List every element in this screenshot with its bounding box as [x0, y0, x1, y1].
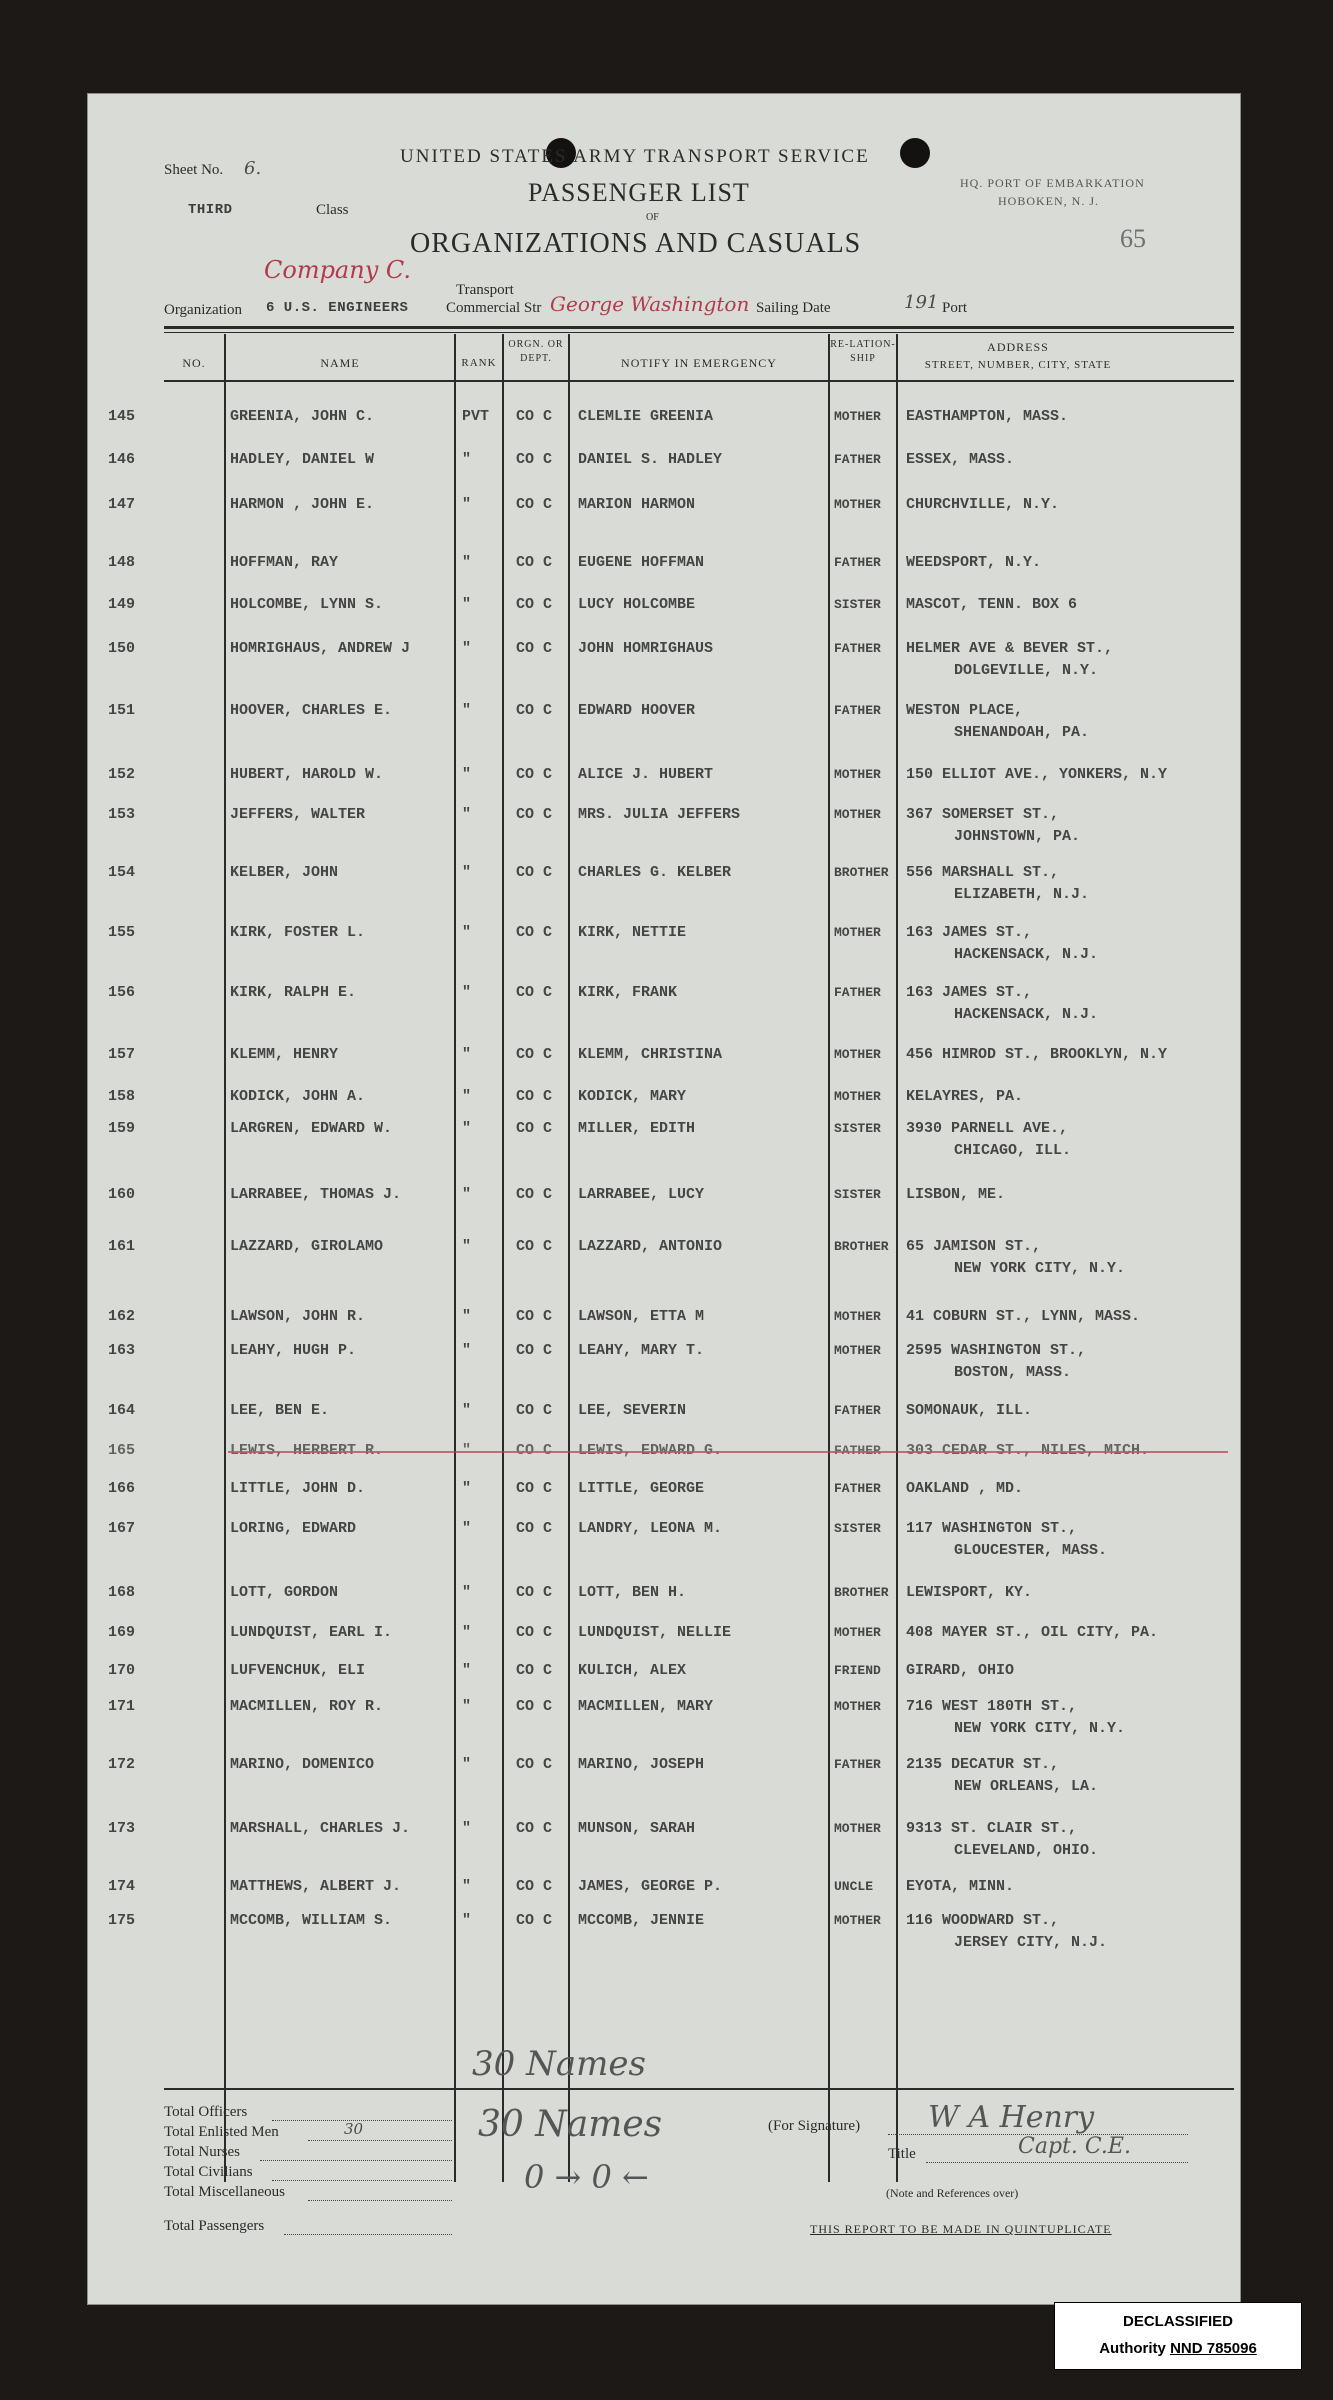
cell-no: 158 [108, 1088, 136, 1105]
column-divider [224, 334, 226, 2182]
cell-name: JEFFERS, WALTER [230, 806, 366, 823]
cell-rank: " [462, 1520, 472, 1537]
total-misc-label: Total Miscellaneous [164, 2184, 286, 2200]
cell-rel: FATHER [834, 1757, 881, 1772]
cell-no: 160 [108, 1186, 136, 1203]
cell-no: 167 [108, 1520, 136, 1537]
cell-name: LOTT, GORDON [230, 1584, 339, 1601]
cell-name: MATTHEWS, ALBERT J. [230, 1878, 402, 1895]
cell-org: CO C [516, 984, 553, 1001]
cell-notify: DANIEL S. HADLEY [578, 451, 723, 468]
total-nurses-label: Total Nurses [164, 2144, 241, 2160]
cell-rank: PVT [462, 408, 490, 425]
cell-addr: OAKLAND , MD. [906, 1480, 1024, 1497]
document-subtitle: ORGANIZATIONS AND CASUALS [410, 228, 862, 259]
cell-no: 161 [108, 1238, 136, 1255]
column-header-address-detail: STREET, NUMBER, CITY, STATE [924, 359, 1112, 371]
cell-rel: SISTER [834, 597, 881, 612]
cell-addr: MASCOT, TENN. BOX 6 [906, 596, 1078, 613]
cell-rel: MOTHER [834, 497, 881, 512]
header-rule [164, 332, 1234, 333]
cell-rel: BROTHER [834, 865, 889, 880]
column-header-org: ORGN. OR DEPT. [508, 339, 564, 364]
cell-rank: " [462, 984, 472, 1001]
cell-rank: " [462, 1186, 472, 1203]
transport-label: Transport [456, 282, 514, 298]
passenger-list-sheet [88, 94, 1240, 2304]
cell-org: CO C [516, 1186, 553, 1203]
sheet-no-value: 6. [244, 158, 262, 179]
cell-no: 175 [108, 1912, 136, 1929]
quintuplicate-note: THIS REPORT TO BE MADE IN QUINTUPLICATE [810, 2222, 1112, 2236]
cell-addr-line-2: NEW YORK CITY, N.Y. [954, 1720, 1126, 1737]
cell-rel: FRIEND [834, 1663, 881, 1678]
column-header-rank: RANK [461, 357, 497, 369]
cell-rank: " [462, 1584, 472, 1601]
cell-no: 173 [108, 1820, 136, 1837]
cell-notify: CHARLES G. KELBER [578, 864, 732, 881]
cell-addr: 9313 ST. CLAIR ST., [906, 1820, 1078, 1837]
cell-org: CO C [516, 1120, 553, 1137]
cell-rank: " [462, 1624, 472, 1641]
of-label: OF [646, 212, 659, 223]
cell-no: 147 [108, 496, 136, 513]
cell-notify: ALICE J. HUBERT [578, 766, 714, 783]
cell-no: 152 [108, 766, 136, 783]
cell-name: LAZZARD, GIROLAMO [230, 1238, 384, 1255]
cell-rank: " [462, 596, 472, 613]
cell-org: CO C [516, 1342, 553, 1359]
cell-notify: LITTLE, GEORGE [578, 1480, 705, 1497]
cell-no: 164 [108, 1402, 136, 1419]
total-passengers-label: Total Passengers [164, 2218, 265, 2234]
cell-no: 148 [108, 554, 136, 571]
cell-no: 146 [108, 451, 136, 468]
page-number: 65 [1120, 224, 1146, 253]
cell-name: GREENIA, JOHN C. [230, 408, 375, 425]
cell-org: CO C [516, 1308, 553, 1325]
cell-name: MARINO, DOMENICO [230, 1756, 375, 1773]
cell-rank: " [462, 1912, 472, 1929]
cell-no: 155 [108, 924, 136, 941]
punch-hole [900, 138, 930, 168]
cell-org: CO C [516, 451, 553, 468]
cell-name: LITTLE, JOHN D. [230, 1480, 366, 1497]
cell-rel: BROTHER [834, 1585, 889, 1600]
cell-no: 150 [108, 640, 136, 657]
cell-rel: FATHER [834, 641, 881, 656]
fill-line [260, 2160, 452, 2161]
cell-addr-line-2: SHENANDOAH, PA. [954, 724, 1090, 741]
cell-org: CO C [516, 806, 553, 823]
cell-notify: LAWSON, ETTA M [578, 1308, 705, 1325]
signature-label: (For Signature) [768, 2118, 861, 2134]
cell-rank: " [462, 640, 472, 657]
cell-addr: 3930 PARNELL AVE., [906, 1120, 1069, 1137]
cell-addr-line-2: CHICAGO, ILL. [954, 1142, 1072, 1159]
cell-addr: 2595 WASHINGTON ST., [906, 1342, 1087, 1359]
cell-addr: KELAYRES, PA. [906, 1088, 1024, 1105]
cell-addr: HELMER AVE & BEVER ST., [906, 640, 1114, 657]
ship-name: George Washington [550, 292, 750, 316]
cell-addr: 150 ELLIOT AVE., YONKERS, N.Y [906, 766, 1168, 783]
cell-no: 151 [108, 702, 136, 719]
cell-rel: FATHER [834, 1481, 881, 1496]
commercial-label: Commercial Str [446, 300, 542, 316]
cell-no: 172 [108, 1756, 136, 1773]
cell-name: LUNDQUIST, EARL I. [230, 1624, 393, 1641]
stamp-authority [1055, 2340, 1301, 2357]
cell-notify: EDWARD HOOVER [578, 702, 696, 719]
cell-rank: " [462, 864, 472, 881]
cell-rel: MOTHER [834, 1343, 881, 1358]
cell-addr-line-2: HACKENSACK, N.J. [954, 946, 1099, 963]
stamp-code: NND 785096 [1170, 2340, 1257, 2357]
cell-notify: LEE, SEVERIN [578, 1402, 687, 1419]
cell-org: CO C [516, 1820, 553, 1837]
column-header-rule [164, 380, 1234, 382]
cell-addr: 556 MARSHALL ST., [906, 864, 1060, 881]
sailing-date-value: 191 [904, 292, 939, 313]
cell-org: CO C [516, 766, 553, 783]
cell-notify: LAZZARD, ANTONIO [578, 1238, 723, 1255]
cell-addr: 163 JAMES ST., [906, 984, 1033, 1001]
cell-rank: " [462, 1088, 472, 1105]
header-rule [164, 326, 1234, 329]
column-divider [454, 334, 456, 2182]
sailing-date-label: Sailing Date [756, 300, 831, 316]
cell-notify: KODICK, MARY [578, 1088, 687, 1105]
cell-org: CO C [516, 408, 553, 425]
cell-addr: EASTHAMPTON, MASS. [906, 408, 1069, 425]
cell-addr: 163 JAMES ST., [906, 924, 1033, 941]
cell-name: KODICK, JOHN A. [230, 1088, 366, 1105]
names-note: 30 Names [472, 2044, 646, 2084]
fill-line [284, 2234, 452, 2235]
cell-rank: " [462, 766, 472, 783]
cell-rank: " [462, 1756, 472, 1773]
cell-name: LEE, BEN E. [230, 1402, 330, 1419]
cell-notify: LOTT, BEN H. [578, 1584, 687, 1601]
cell-name: LORING, EDWARD [230, 1520, 357, 1537]
total-officers-label: Total Officers [164, 2104, 248, 2120]
cell-addr: SOMONAUK, ILL. [906, 1402, 1033, 1419]
cell-name: MCCOMB, WILLIAM S. [230, 1912, 393, 1929]
cell-rank: " [462, 1662, 472, 1679]
cell-notify: JAMES, GEORGE P. [578, 1878, 723, 1895]
cell-no: 157 [108, 1046, 136, 1063]
cell-org: CO C [516, 640, 553, 657]
cell-rel: MOTHER [834, 1089, 881, 1104]
cell-org: CO C [516, 864, 553, 881]
note-references: (Note and References over) [886, 2186, 1019, 2200]
cell-rel: MOTHER [834, 807, 881, 822]
hq-line-2: HOBOKEN, N. J. [998, 194, 1099, 208]
column-divider [828, 334, 830, 2182]
cell-no: 162 [108, 1308, 136, 1325]
cell-addr: LEWISPORT, KY. [906, 1584, 1033, 1601]
cell-addr: WESTON PLACE, [906, 702, 1024, 719]
cell-addr: 41 COBURN ST., LYNN, MASS. [906, 1308, 1141, 1325]
cell-rel: FATHER [834, 985, 881, 1000]
cell-addr: EYOTA, MINN. [906, 1878, 1015, 1895]
column-header-notify: NOTIFY IN EMERGENCY [621, 356, 777, 370]
cell-name: HOMRIGHAUS, ANDREW J [230, 640, 411, 657]
column-header-no: NO. [182, 356, 206, 370]
cell-org: CO C [516, 496, 553, 513]
cell-name: KLEMM, HENRY [230, 1046, 339, 1063]
cell-rank: " [462, 1698, 472, 1715]
cell-org: CO C [516, 1912, 553, 1929]
cell-rank: " [462, 1120, 472, 1137]
stamp-line-1: DECLASSIFIED [1122, 2313, 1233, 2330]
cell-addr: WEEDSPORT, N.Y. [906, 554, 1042, 571]
cell-addr: LISBON, ME. [906, 1186, 1006, 1203]
cell-notify: LEAHY, MARY T. [578, 1342, 705, 1359]
cell-addr-line-2: DOLGEVILLE, N.Y. [954, 662, 1099, 679]
cell-rel: MOTHER [834, 1913, 881, 1928]
cell-no: 169 [108, 1624, 136, 1641]
cell-rel: FATHER [834, 1403, 881, 1418]
fill-line [272, 2180, 452, 2181]
cell-notify: MACMILLEN, MARY [578, 1698, 714, 1715]
cell-rel: SISTER [834, 1121, 881, 1136]
cell-addr: GIRARD, OHIO [906, 1662, 1015, 1679]
cell-name: LAWSON, JOHN R. [230, 1308, 366, 1325]
organization-label: Organization [164, 302, 243, 318]
fill-line [308, 2140, 452, 2141]
cell-org: CO C [516, 702, 553, 719]
cell-addr: 408 MAYER ST., OIL CITY, PA. [906, 1624, 1159, 1641]
cell-no: 149 [108, 596, 136, 613]
cell-rel: MOTHER [834, 767, 881, 782]
cell-name: HUBERT, HAROLD W. [230, 766, 384, 783]
cell-addr: CHURCHVILLE, N.Y. [906, 496, 1060, 513]
total-enlisted-value: 30 [344, 2120, 364, 2138]
cell-rank: " [462, 1878, 472, 1895]
class-value: THIRD [188, 202, 233, 218]
cell-org: CO C [516, 1402, 553, 1419]
cell-org: CO C [516, 1088, 553, 1105]
agency-title: UNITED STATES ARMY TRANSPORT SERVICE [400, 146, 870, 167]
cell-rel: MOTHER [834, 1047, 881, 1062]
document-title: PASSENGER LIST [528, 178, 750, 207]
company-note: Company C. [264, 256, 412, 284]
cell-no: 171 [108, 1698, 136, 1715]
cell-notify: MILLER, EDITH [578, 1120, 696, 1137]
cell-rel: MOTHER [834, 1625, 881, 1640]
cell-addr-line-2: GLOUCESTER, MASS. [954, 1542, 1108, 1559]
cell-org: CO C [516, 1520, 553, 1537]
cell-org: CO C [516, 1584, 553, 1601]
cell-name: HOLCOMBE, LYNN S. [230, 596, 384, 613]
cell-name: HOOVER, CHARLES E. [230, 702, 393, 719]
cell-rank: " [462, 1342, 472, 1359]
cell-notify: KIRK, FRANK [578, 984, 678, 1001]
cell-org: CO C [516, 1238, 553, 1255]
cell-notify: MCCOMB, JENNIE [578, 1912, 705, 1929]
cell-rank: " [462, 1480, 472, 1497]
signature: W A Henry [928, 2100, 1095, 2135]
column-header-relationship: RE-LATION-SHIP [830, 339, 896, 364]
cell-notify: KULICH, ALEX [578, 1662, 687, 1679]
cell-addr: ESSEX, MASS. [906, 451, 1015, 468]
cell-notify: LUNDQUIST, NELLIE [578, 1624, 732, 1641]
port-label: Port [942, 300, 968, 316]
cell-notify: MRS. JULIA JEFFERS [578, 806, 741, 823]
cell-name: LUFVENCHUK, ELI [230, 1662, 366, 1679]
cell-rank: " [462, 554, 472, 571]
cell-rank: " [462, 1046, 472, 1063]
cell-rank: " [462, 1238, 472, 1255]
cell-org: CO C [516, 1046, 553, 1063]
cell-name: HOFFMAN, RAY [230, 554, 339, 571]
class-label: Class [316, 202, 349, 218]
total-enlisted-label: Total Enlisted Men [164, 2124, 279, 2140]
cell-addr: 116 WOODWARD ST., [906, 1912, 1060, 1929]
cell-rel: MOTHER [834, 409, 881, 424]
cell-rel: MOTHER [834, 1309, 881, 1324]
cell-addr-line-2: CLEVELAND, OHIO. [954, 1842, 1099, 1859]
cell-name: HARMON , JOHN E. [230, 496, 375, 513]
cell-addr: 716 WEST 180TH ST., [906, 1698, 1078, 1715]
cell-no: 163 [108, 1342, 136, 1359]
declassified-stamp [1054, 2302, 1302, 2370]
cell-no: 159 [108, 1120, 136, 1137]
cell-no: 166 [108, 1480, 136, 1497]
cell-rank: " [462, 1308, 472, 1325]
cell-org: CO C [516, 1878, 553, 1895]
cell-rel: BROTHER [834, 1239, 889, 1254]
cell-rel: SISTER [834, 1187, 881, 1202]
cell-no: 154 [108, 864, 136, 881]
column-divider [568, 334, 570, 2182]
fill-line [926, 2162, 1188, 2163]
cell-org: CO C [516, 1624, 553, 1641]
cell-name: HADLEY, DANIEL W [230, 451, 375, 468]
cell-no: 170 [108, 1662, 136, 1679]
handwritten-zero: 0 → 0 ← [524, 2158, 649, 2196]
cell-name: MACMILLEN, ROY R. [230, 1698, 384, 1715]
cell-rel: FATHER [834, 452, 881, 467]
column-header-name: NAME [320, 356, 360, 370]
cell-no: 168 [108, 1584, 136, 1601]
cell-name: KIRK, FOSTER L. [230, 924, 366, 941]
cell-notify: LUCY HOLCOMBE [578, 596, 696, 613]
cell-rel: SISTER [834, 1521, 881, 1536]
cell-notify: MARION HARMON [578, 496, 696, 513]
cell-rank: " [462, 702, 472, 719]
cell-addr-line-2: BOSTON, MASS. [954, 1364, 1072, 1381]
cell-rel: MOTHER [834, 925, 881, 940]
cell-rank: " [462, 1820, 472, 1837]
cell-addr-line-2: NEW ORLEANS, LA. [954, 1778, 1099, 1795]
cell-addr: 117 WASHINGTON ST., [906, 1520, 1078, 1537]
cell-rel: FATHER [834, 703, 881, 718]
cell-addr-line-2: JOHNSTOWN, PA. [954, 828, 1081, 845]
cell-org: CO C [516, 596, 553, 613]
cell-notify: LARRABEE, LUCY [578, 1186, 705, 1203]
hq-line-1: HQ. PORT OF EMBARKATION [960, 176, 1145, 190]
cell-addr-line-2: JERSEY CITY, N.J. [954, 1934, 1108, 1951]
cell-rank: " [462, 806, 472, 823]
cell-rel: MOTHER [834, 1699, 881, 1714]
cell-addr: 367 SOMERSET ST., [906, 806, 1060, 823]
cell-rel: MOTHER [834, 1821, 881, 1836]
cell-name: LARRABEE, THOMAS J. [230, 1186, 402, 1203]
cell-rank: " [462, 451, 472, 468]
cell-no: 156 [108, 984, 136, 1001]
cell-org: CO C [516, 1698, 553, 1715]
cell-rel: FATHER [834, 555, 881, 570]
cell-notify: EUGENE HOFFMAN [578, 554, 705, 571]
cell-org: CO C [516, 1480, 553, 1497]
cell-notify: MUNSON, SARAH [578, 1820, 696, 1837]
fill-line [308, 2200, 452, 2201]
sheet-no-label: Sheet No. [164, 162, 224, 178]
cell-name: KIRK, RALPH E. [230, 984, 357, 1001]
cell-no: 145 [108, 408, 136, 425]
title-label: Title [888, 2146, 916, 2162]
cell-rank: " [462, 496, 472, 513]
stamp-authority-label: Authority [1099, 2340, 1166, 2357]
cell-rel: UNCLE [834, 1879, 874, 1894]
cell-org: CO C [516, 924, 553, 941]
cell-name: KELBER, JOHN [230, 864, 339, 881]
strikethrough-line [228, 1451, 1228, 1453]
cell-notify: JOHN HOMRIGHAUS [578, 640, 714, 657]
total-civilians-label: Total Civilians [164, 2164, 253, 2180]
cell-no: 165 [108, 1442, 136, 1459]
cell-org: CO C [516, 1662, 553, 1679]
cell-rank: " [462, 1402, 472, 1419]
column-divider [502, 334, 504, 2182]
cell-addr-line-2: ELIZABETH, N.J. [954, 886, 1090, 903]
cell-name: LEAHY, HUGH P. [230, 1342, 357, 1359]
cell-addr-line-2: HACKENSACK, N.J. [954, 1006, 1099, 1023]
cell-name: MARSHALL, CHARLES J. [230, 1820, 411, 1837]
cell-notify: KIRK, NETTIE [578, 924, 687, 941]
cell-notify: KLEMM, CHRISTINA [578, 1046, 723, 1063]
cell-addr: 65 JAMISON ST., [906, 1238, 1042, 1255]
column-header-address: ADDRESS [987, 340, 1049, 354]
cell-addr-line-2: NEW YORK CITY, N.Y. [954, 1260, 1126, 1277]
column-divider [896, 334, 898, 2182]
cell-notify: MARINO, JOSEPH [578, 1756, 705, 1773]
cell-no: 153 [108, 806, 136, 823]
cell-notify: CLEMLIE GREENIA [578, 408, 714, 425]
handwritten-total: 30 Names [478, 2104, 663, 2145]
cell-org: CO C [516, 554, 553, 571]
cell-org: CO C [516, 1756, 553, 1773]
cell-no: 174 [108, 1878, 136, 1895]
cell-rank: " [462, 924, 472, 941]
title-value: Capt. C.E. [1018, 2134, 1131, 2159]
cell-addr: 2135 DECATUR ST., [906, 1756, 1060, 1773]
organization-value: 6 U.S. ENGINEERS [266, 300, 409, 316]
footer-rule [164, 2088, 1234, 2090]
cell-name: LARGREN, EDWARD W. [230, 1120, 393, 1137]
cell-addr: 456 HIMROD ST., BROOKLYN, N.Y [906, 1046, 1168, 1063]
cell-notify: LANDRY, LEONA M. [578, 1520, 723, 1537]
